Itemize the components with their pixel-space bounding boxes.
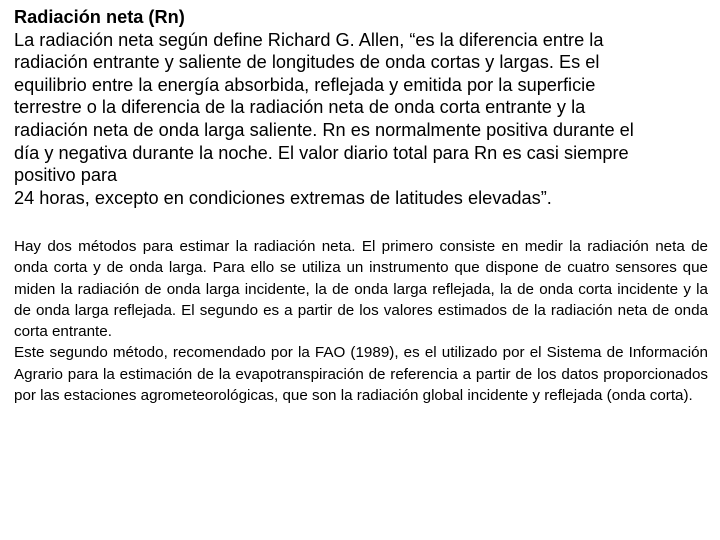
definition-line: radiación neta de onda larga saliente. Rn es normalmente positiva durante el	[14, 119, 634, 140]
definition-line: terrestre o la diferencia de la radiación neta de onda corta entrante y la	[14, 97, 586, 118]
definition-line: equilibrio entre la energía absorbida, reflejada y emitida por la superficie	[14, 74, 596, 95]
definition-line: día y negativa durante la noche. El valor diario total para Rn es casi siempre	[14, 142, 629, 163]
definition-line: radiación entrante y saliente de longitudes de onda cortas y largas. Es el	[14, 52, 600, 73]
definition-line: positivo para	[14, 165, 118, 186]
definition-line: La radiación neta según define Richard G. Allen, “es la diferencia entre la	[14, 29, 604, 50]
definition-paragraph	[14, 29, 706, 210]
definition-block	[14, 6, 706, 209]
slide-title: Radiación neta (Rn)	[14, 7, 185, 27]
methods-paragraph: Hay dos métodos para estimar la radiación neta. El primero consiste en medir la radiación neta de onda corta y de onda larga. Para ello se utiliza un instrumento que dispone de cuatro sensores que miden la radiación de onda larga incidente, la de onda larga reflejada, la de onda corta incidente y la de onda larga reflejada. El segundo es a partir de los valores estimados de la radiación neta de onda corta entrante.	[14, 238, 708, 341]
definition-line: 24 horas, excepto en condiciones extremas de latitudes elevadas”.	[14, 187, 552, 208]
methods-block	[14, 236, 708, 406]
fao-method-paragraph: Este segundo método, recomendado por la FAO (1989), es el utilizado por el Sistema de Información Agrario para la estimación de la evapotranspiración de referencia a partir de los datos proporcionados por las estaciones agrometeorológicas, que son la radiación global incidente y reflejada (onda corta).	[14, 344, 708, 405]
